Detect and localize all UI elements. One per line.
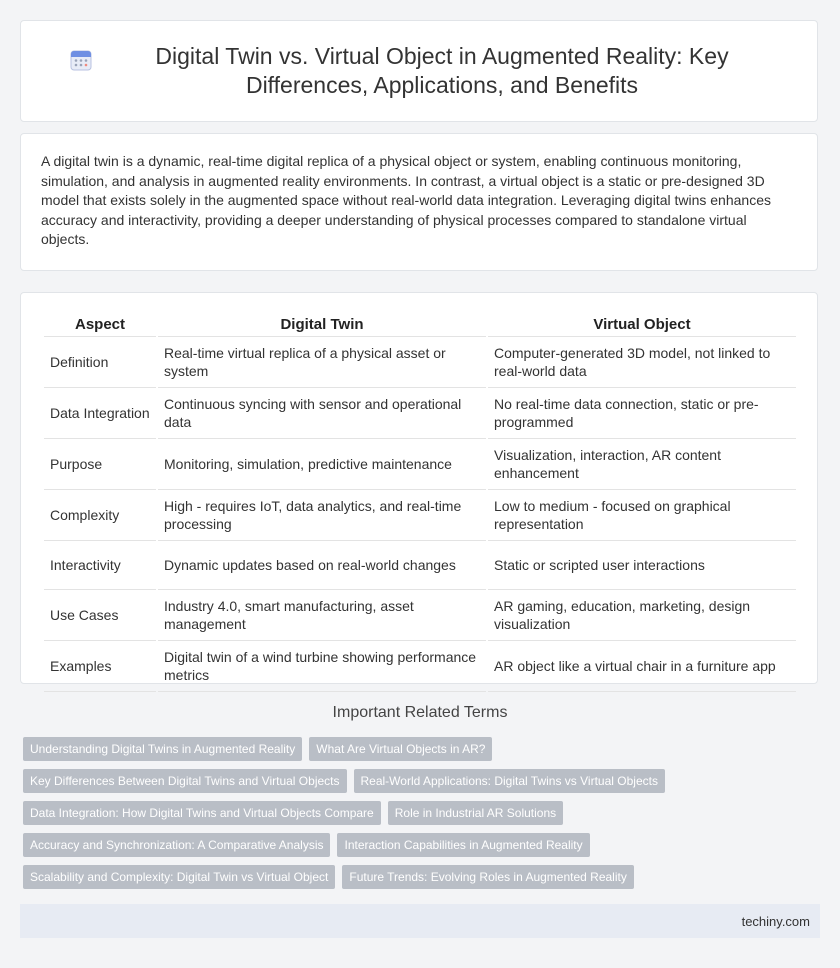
table-header-row <box>44 313 796 336</box>
cell-aspect: Complexity <box>44 489 156 540</box>
cell-digital-twin: Industry 4.0, smart manufacturing, asset management <box>158 589 486 640</box>
related-term-tag[interactable]: Understanding Digital Twins in Augmented Reality <box>23 737 302 761</box>
table-row <box>44 640 796 692</box>
tag-row <box>23 801 813 825</box>
comparison-table <box>42 313 798 692</box>
cell-digital-twin: Continuous syncing with sensor and operational data <box>158 387 486 438</box>
related-term-tag[interactable]: What Are Virtual Objects in AR? <box>309 737 492 761</box>
table-row <box>44 489 796 540</box>
calendar-icon <box>69 48 93 72</box>
cell-aspect: Data Integration <box>44 387 156 438</box>
table-row <box>44 336 796 387</box>
cell-digital-twin: Dynamic updates based on real-world changes <box>158 540 486 589</box>
table-row <box>44 438 796 489</box>
cell-aspect: Purpose <box>44 438 156 489</box>
related-term-tag[interactable]: Role in Industrial AR Solutions <box>388 801 563 825</box>
table-row <box>44 540 796 589</box>
cell-virtual-object: Static or scripted user interactions <box>488 540 796 589</box>
cell-virtual-object: AR object like a virtual chair in a furniture app <box>488 640 796 692</box>
cell-virtual-object: No real-time data connection, static or pre-programmed <box>488 387 796 438</box>
cell-aspect: Interactivity <box>44 540 156 589</box>
cell-digital-twin: Digital twin of a wind turbine showing performance metrics <box>158 640 486 692</box>
cell-digital-twin: Real-time virtual replica of a physical asset or system <box>158 336 486 387</box>
tag-row <box>23 833 813 857</box>
table-row <box>44 387 796 438</box>
cell-digital-twin: Monitoring, simulation, predictive maintenance <box>158 438 486 489</box>
related-term-tag[interactable]: Future Trends: Evolving Roles in Augmented Reality <box>342 865 633 889</box>
footer-site-link[interactable]: techiny.com <box>741 913 810 929</box>
related-terms-list <box>23 737 813 897</box>
related-term-tag[interactable]: Real-World Applications: Digital Twins vs Virtual Objects <box>354 769 665 793</box>
cell-digital-twin: High - requires IoT, data analytics, and real-time processing <box>158 489 486 540</box>
tag-row <box>23 769 813 793</box>
title-card <box>20 20 818 122</box>
header-digital-twin: Digital Twin <box>280 316 364 333</box>
related-term-tag[interactable]: Data Integration: How Digital Twins and Virtual Objects Compare <box>23 801 381 825</box>
header-virtual-object: Virtual Object <box>593 316 691 333</box>
cell-aspect: Examples <box>44 640 156 692</box>
tag-row <box>23 737 813 761</box>
title-wrap <box>69 42 769 100</box>
cell-aspect: Use Cases <box>44 589 156 640</box>
intro-paragraph: A digital twin is a dynamic, real-time digital replica of a physical object or system, enabling continuous monitoring, simulation, and analysis in augmented reality environments. In contrast, a virtual object is a static or pre-designed 3D model that exists solely in the augmented space without real-world data integration. Leveraging digital twins enhances accuracy and interactivity, providing a deeper understanding of physical processes compared to standalone virtual objects. <box>41 153 771 247</box>
cell-virtual-object: Computer-generated 3D model, not linked to real-world data <box>488 336 796 387</box>
header-aspect: Aspect <box>74 316 126 333</box>
cell-virtual-object: AR gaming, education, marketing, design visualization <box>488 589 796 640</box>
related-term-tag[interactable]: Scalability and Complexity: Digital Twin vs Virtual Object <box>23 865 335 889</box>
table-row <box>44 589 796 640</box>
tag-row <box>23 865 813 889</box>
related-term-tag[interactable]: Interaction Capabilities in Augmented Reality <box>337 833 589 857</box>
page-title: Digital Twin vs. Virtual Object in Augmented Reality: Key Differences, Applications, and Benefits <box>155 43 729 98</box>
comparison-card <box>20 292 818 684</box>
cell-virtual-object: Visualization, interaction, AR content enhancement <box>488 438 796 489</box>
related-term-tag[interactable]: Accuracy and Synchronization: A Comparative Analysis <box>23 833 330 857</box>
footer <box>20 904 820 938</box>
related-term-tag[interactable]: Key Differences Between Digital Twins and Virtual Objects <box>23 769 347 793</box>
intro-card <box>20 133 818 271</box>
cell-aspect: Definition <box>44 336 156 387</box>
cell-virtual-object: Low to medium - focused on graphical representation <box>488 489 796 540</box>
related-terms-heading: Important Related Terms <box>332 704 508 721</box>
